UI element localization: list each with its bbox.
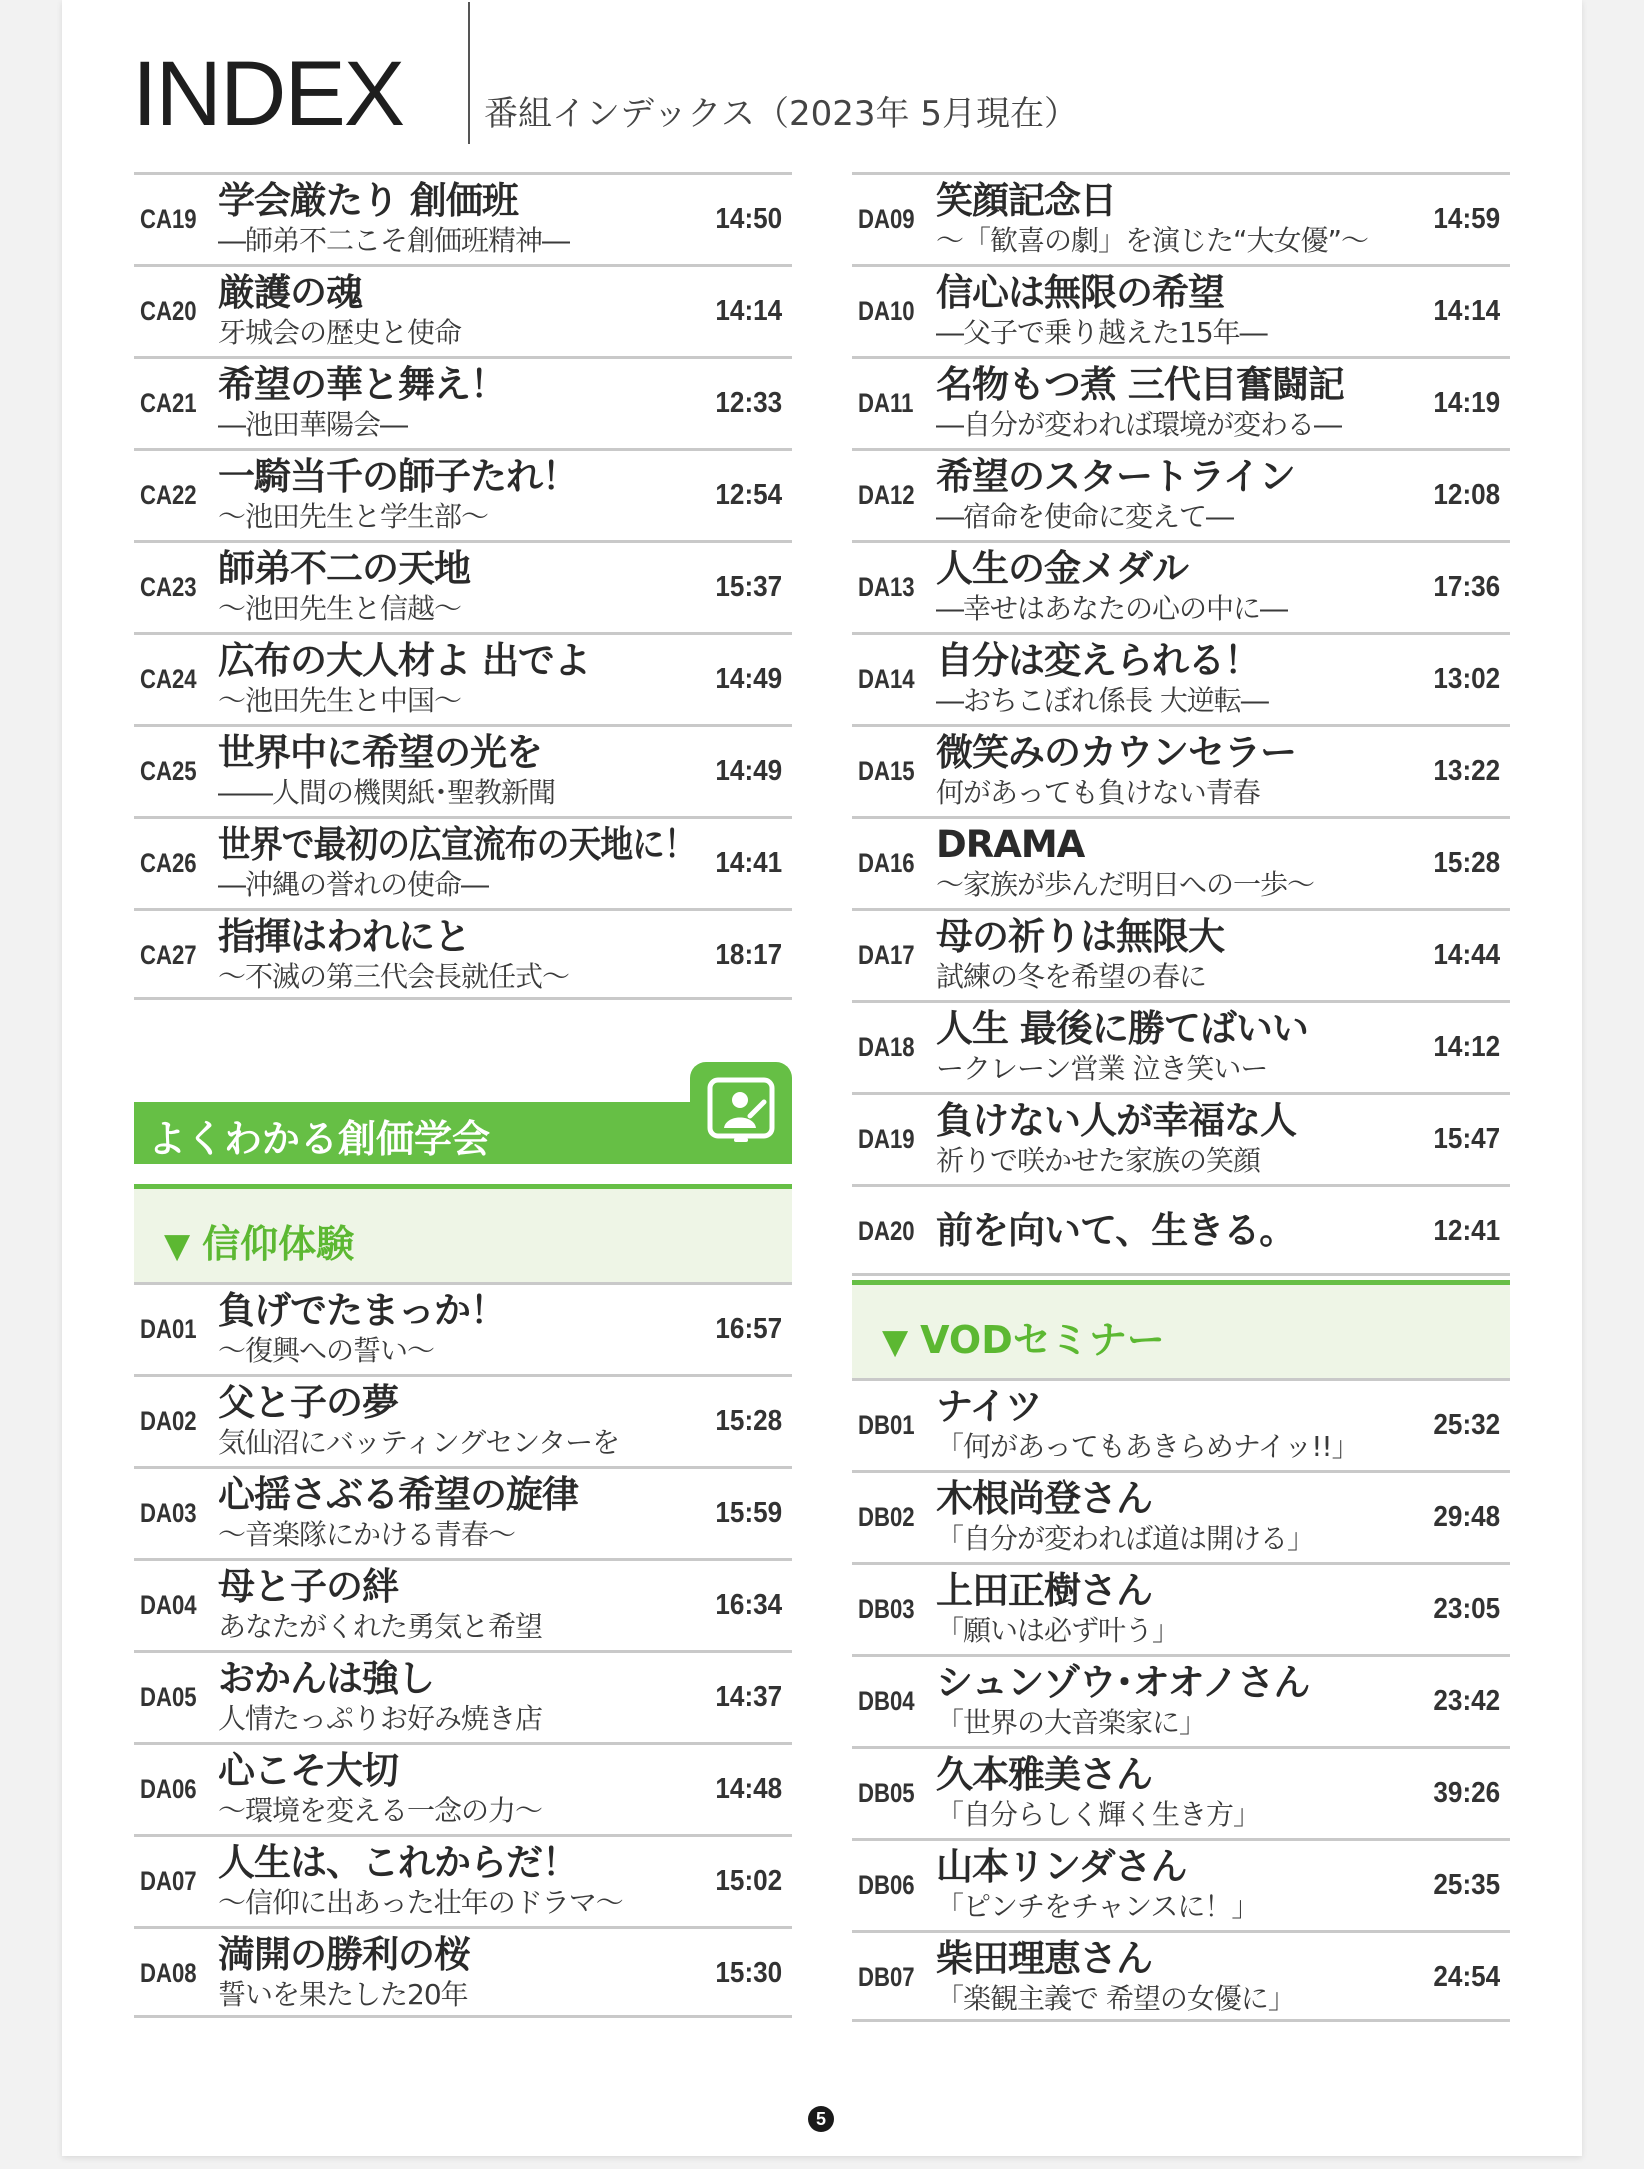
program-title: 前を向いて、生きる。 <box>936 1209 1296 1252</box>
program-code: DB05 <box>858 1778 915 1808</box>
program-duration: 14:37 <box>715 1681 782 1713</box>
program-row <box>852 1470 1510 1562</box>
program-code: DA05 <box>140 1682 197 1712</box>
program-title: 師弟不二の天地 <box>218 547 470 590</box>
program-duration: 14:50 <box>715 203 782 235</box>
program-title: 一騎当千の師子たれ！ <box>218 455 578 498</box>
triangle-down-icon: ▼ <box>164 1226 191 1266</box>
program-subtitle: ―幸せはあなたの心の中に― <box>936 592 1288 625</box>
program-row <box>852 632 1510 724</box>
program-subtitle: ～不滅の第三代会長就任式～ <box>218 960 570 993</box>
program-row <box>134 1282 792 1374</box>
program-code: DB07 <box>858 1962 915 1992</box>
program-duration: 14:12 <box>1433 1031 1500 1063</box>
program-subtitle: ―おちこぼれ係長 大逆転― <box>936 684 1268 717</box>
program-subtitle: 「世界の大音楽家に」 <box>936 1706 1207 1739</box>
program-duration: 15:47 <box>1433 1123 1500 1155</box>
program-duration: 16:57 <box>715 1313 782 1345</box>
program-row <box>852 1378 1510 1470</box>
program-code: CA26 <box>140 848 197 878</box>
program-duration: 17:36 <box>1433 571 1500 603</box>
program-title: 心こそ大切 <box>218 1749 398 1792</box>
program-row <box>852 356 1510 448</box>
program-title: 母と子の絆 <box>218 1565 398 1608</box>
program-code: DA11 <box>858 388 914 418</box>
program-duration: 14:44 <box>1433 939 1500 971</box>
program-duration: 12:08 <box>1433 479 1500 511</box>
program-duration: 15:59 <box>715 1497 782 1529</box>
program-code: DA19 <box>858 1124 915 1154</box>
program-title: シュンゾウ･オオノさん <box>936 1661 1310 1704</box>
program-row <box>134 908 792 1000</box>
program-code: CA25 <box>140 756 197 786</box>
program-code: CA23 <box>140 572 197 602</box>
program-list-ca <box>134 172 792 1000</box>
program-subtitle: 「自分が変われば道は開ける」 <box>936 1522 1315 1555</box>
program-subtitle: ―沖縄の誉れの使命― <box>218 868 489 901</box>
program-subtitle: ―父子で乗り越えた15年― <box>936 316 1267 349</box>
program-row <box>134 1558 792 1650</box>
program-subtitle: ークレーン営業 泣き笑いー <box>936 1052 1268 1085</box>
program-code: DA03 <box>140 1498 197 1528</box>
program-title: 人生は、これからだ！ <box>218 1841 578 1884</box>
program-row <box>134 632 792 724</box>
program-row <box>852 540 1510 632</box>
program-code: DB02 <box>858 1502 915 1532</box>
program-subtitle: ――人間の機関紙･聖教新聞 <box>218 776 556 809</box>
page-number: 5 <box>808 2106 834 2132</box>
person-screen-icon <box>706 1076 776 1144</box>
program-title: 学会厳たり 創価班 <box>218 179 518 222</box>
program-row <box>852 1562 1510 1654</box>
program-subtitle: ～復興への誓い～ <box>218 1334 435 1367</box>
program-subtitle: ～信仰に出あった壮年のドラマ～ <box>218 1886 623 1919</box>
program-subtitle: ～池田先生と信越～ <box>218 592 462 625</box>
program-code: DA07 <box>140 1866 197 1896</box>
header-divider <box>468 2 470 144</box>
section-faith-header <box>134 1184 792 1282</box>
program-title: 負けない人が幸福な人 <box>936 1099 1296 1142</box>
program-row <box>852 172 1510 264</box>
program-title: 人生の金メダル <box>936 547 1188 590</box>
program-row <box>134 356 792 448</box>
triangle-down-icon: ▼ <box>882 1322 909 1362</box>
program-code: DA12 <box>858 480 915 510</box>
program-code: CA19 <box>140 204 197 234</box>
program-subtitle: 「願いは必ず叶う」 <box>936 1614 1180 1647</box>
program-duration: 25:35 <box>1433 1869 1500 1901</box>
program-title: 笑顔記念日 <box>936 179 1116 222</box>
program-subtitle: 「ピンチをチャンスに！」 <box>936 1890 1259 1923</box>
program-duration: 15:30 <box>715 1957 782 1989</box>
program-duration: 12:54 <box>715 479 782 511</box>
program-code: CA22 <box>140 480 197 510</box>
program-title: 人生 最後に勝てばいい <box>936 1007 1308 1050</box>
program-title: ナイツ <box>936 1385 1042 1428</box>
program-subtitle: ―自分が変われば環境が変わる― <box>936 408 1342 441</box>
program-list-db <box>852 1378 1510 2022</box>
program-duration: 14:48 <box>715 1773 782 1805</box>
program-row <box>134 816 792 908</box>
program-duration: 14:14 <box>715 295 782 327</box>
program-row <box>852 1930 1510 2022</box>
program-title: 世界中に希望の光を <box>218 731 542 774</box>
program-title: 母の祈りは無限大 <box>936 915 1224 958</box>
program-row <box>852 1092 1510 1184</box>
program-duration: 15:28 <box>1433 847 1500 879</box>
program-duration: 14:19 <box>1433 387 1500 419</box>
program-duration: 12:41 <box>1433 1215 1500 1247</box>
program-subtitle: 気仙沼にバッティングセンターを <box>218 1426 620 1459</box>
page-header <box>132 0 1532 150</box>
program-code: DA02 <box>140 1406 197 1436</box>
program-code: CA24 <box>140 664 197 694</box>
program-code: DA09 <box>858 204 915 234</box>
program-subtitle: 「何があってもあきらめナイッ!!」 <box>936 1430 1359 1463</box>
program-row <box>852 1654 1510 1746</box>
program-duration: 14:59 <box>1433 203 1500 235</box>
program-duration: 23:05 <box>1433 1593 1500 1625</box>
program-title: 信心は無限の希望 <box>936 271 1224 314</box>
program-subtitle: ～池田先生と学生部～ <box>218 500 489 533</box>
program-code: CA27 <box>140 940 197 970</box>
program-duration: 16:34 <box>715 1589 782 1621</box>
program-code: DA10 <box>858 296 915 326</box>
program-subtitle: 誓いを果たした20年 <box>218 1978 468 2011</box>
index-title: INDEX <box>132 43 404 145</box>
program-row <box>852 1184 1510 1276</box>
program-row <box>134 1466 792 1558</box>
program-row <box>852 1000 1510 1092</box>
program-row <box>852 448 1510 540</box>
program-code: DA06 <box>140 1774 197 1804</box>
program-row <box>134 540 792 632</box>
program-title: 父と子の夢 <box>218 1381 398 1424</box>
program-title: 山本リンダさん <box>936 1845 1187 1888</box>
program-list-da-right <box>852 172 1510 1276</box>
program-title: 指揮はわれにと <box>218 915 470 958</box>
program-subtitle: 試練の冬を希望の春に <box>936 960 1207 993</box>
banner-tab <box>690 1062 792 1164</box>
program-duration: 13:02 <box>1433 663 1500 695</box>
program-code: DA17 <box>858 940 915 970</box>
section-banner <box>134 1062 792 1166</box>
program-subtitle: 牙城会の歴史と使命 <box>218 316 462 349</box>
program-code: DB04 <box>858 1686 915 1716</box>
program-duration: 15:37 <box>715 571 782 603</box>
program-code: DA04 <box>140 1590 197 1620</box>
program-row <box>134 448 792 540</box>
program-code: DA16 <box>858 848 915 878</box>
program-row <box>852 816 1510 908</box>
program-row <box>134 1834 792 1926</box>
program-title: 希望の華と舞え！ <box>218 363 506 406</box>
program-duration: 13:22 <box>1433 755 1500 787</box>
program-code: DA20 <box>858 1216 915 1246</box>
program-title: 久本雅美さん <box>936 1753 1152 1796</box>
program-title: おかんは強し <box>218 1657 434 1700</box>
program-subtitle: 何があっても負けない青春 <box>936 776 1260 809</box>
program-duration: 15:28 <box>715 1405 782 1437</box>
program-subtitle: ～池田先生と中国～ <box>218 684 462 717</box>
program-code: DB01 <box>858 1410 915 1440</box>
program-row <box>852 908 1510 1000</box>
program-subtitle: ―宿命を使命に変えて― <box>936 500 1234 533</box>
program-duration: 14:49 <box>715 663 782 695</box>
program-row <box>852 1838 1510 1930</box>
program-subtitle: ～家族が歩んだ明日への一歩～ <box>936 868 1315 901</box>
program-duration: 25:32 <box>1433 1409 1500 1441</box>
program-subtitle: あなたがくれた勇気と希望 <box>218 1610 543 1643</box>
program-row <box>134 1742 792 1834</box>
program-duration: 14:41 <box>715 847 782 879</box>
program-title: 世界で最初の広宣流布の天地に！ <box>218 823 696 866</box>
program-duration: 39:26 <box>1433 1777 1500 1809</box>
program-code: CA20 <box>140 296 197 326</box>
banner-label: よくわかる創価学会 <box>148 1117 491 1161</box>
program-code: DA13 <box>858 572 915 602</box>
program-duration: 24:54 <box>1433 1961 1500 1993</box>
program-code: DB03 <box>858 1594 915 1624</box>
program-subtitle: ―池田華陽会― <box>218 408 408 441</box>
program-duration: 14:49 <box>715 755 782 787</box>
program-title: 心揺さぶる希望の旋律 <box>218 1473 578 1516</box>
program-row <box>134 1374 792 1466</box>
program-subtitle: ―師弟不二こそ創価班精神― <box>218 224 570 257</box>
program-row <box>134 1650 792 1742</box>
program-subtitle: 人情たっぷりお好み焼き店 <box>218 1702 543 1735</box>
program-subtitle: 「自分らしく輝く生き方」 <box>936 1798 1261 1831</box>
program-title: 木根尚登さん <box>936 1477 1152 1520</box>
program-row <box>852 1746 1510 1838</box>
program-subtitle: ～環境を変える一念の力～ <box>218 1794 543 1827</box>
program-subtitle: 祈りで咲かせた家族の笑顔 <box>936 1144 1261 1177</box>
program-row <box>852 264 1510 356</box>
program-code: DA08 <box>140 1958 197 1988</box>
program-title: 広布の大人材よ 出でよ <box>218 639 590 682</box>
program-title: 負げでたまっか！ <box>218 1289 506 1332</box>
program-duration: 29:48 <box>1433 1501 1500 1533</box>
program-code: CA21 <box>140 388 197 418</box>
program-subtitle: ～音楽隊にかける青春～ <box>218 1518 516 1551</box>
program-duration: 18:17 <box>715 939 782 971</box>
section-vod-header <box>852 1280 1510 1378</box>
program-title: 希望のスタートライン <box>936 455 1295 498</box>
program-title: 上田正樹さん <box>936 1569 1152 1612</box>
program-row <box>134 264 792 356</box>
program-subtitle: ～「歓喜の劇」を演じた“大女優”～ <box>936 224 1369 257</box>
program-title: 厳護の魂 <box>218 271 362 314</box>
index-subtitle: 番組インデックス（2023年 5月現在） <box>484 94 1078 134</box>
program-title: 自分は変えられる！ <box>936 639 1260 682</box>
program-list-da-left <box>134 1282 792 2018</box>
program-duration: 12:33 <box>715 387 782 419</box>
program-duration: 23:42 <box>1433 1685 1500 1717</box>
program-row <box>134 1926 792 2018</box>
program-subtitle: 「楽観主義で 希望の女優に」 <box>936 1982 1295 2015</box>
section-faith-label: 信仰体験 <box>202 1222 355 1266</box>
program-title: 名物もつ煮 三代目奮闘記 <box>936 363 1344 406</box>
index-page <box>62 0 1582 2156</box>
program-code: DA15 <box>858 756 915 786</box>
program-title: DRAMA <box>936 823 1085 866</box>
program-row <box>134 724 792 816</box>
section-vod-label: VODセミナー <box>920 1318 1165 1362</box>
program-code: DA14 <box>858 664 915 694</box>
program-row <box>134 172 792 264</box>
program-code: DA18 <box>858 1032 915 1062</box>
program-code: DB06 <box>858 1870 915 1900</box>
program-title: 微笑みのカウンセラー <box>936 731 1296 774</box>
program-code: DA01 <box>140 1314 197 1344</box>
program-duration: 14:14 <box>1433 295 1500 327</box>
program-title: 満開の勝利の桜 <box>218 1933 470 1976</box>
program-row <box>852 724 1510 816</box>
program-duration: 15:02 <box>715 1865 782 1897</box>
program-title: 柴田理恵さん <box>936 1937 1152 1980</box>
